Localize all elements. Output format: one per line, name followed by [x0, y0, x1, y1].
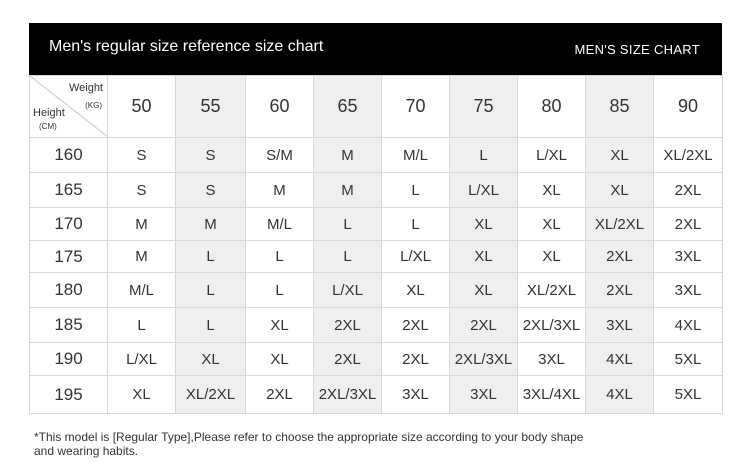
size-cell: 2XL: [246, 376, 314, 414]
weight-header: 55: [176, 76, 246, 138]
size-cell: XL: [382, 273, 450, 308]
weight-unit: (KG): [85, 101, 102, 110]
size-cell: XL: [450, 241, 518, 273]
size-table-body: [30, 138, 723, 414]
size-cell: M/L: [108, 273, 176, 308]
size-cell: 3XL/4XL: [518, 376, 586, 414]
height-label: Height: [33, 107, 65, 119]
weight-header: 70: [382, 76, 450, 138]
size-cell: XL: [518, 208, 586, 241]
size-cell: 3XL: [654, 241, 723, 273]
size-cell: L: [176, 308, 246, 343]
height-cell: 195: [30, 376, 108, 414]
size-cell: XL: [246, 343, 314, 376]
height-cell: 165: [30, 173, 108, 208]
size-cell: 2XL: [654, 173, 723, 208]
size-cell: XL: [108, 376, 176, 414]
size-cell: S/M: [246, 138, 314, 173]
height-cell: 170: [30, 208, 108, 241]
size-cell: L/XL: [314, 273, 382, 308]
size-cell: 3XL: [450, 376, 518, 414]
size-cell: L: [314, 208, 382, 241]
height-cell: 180: [30, 273, 108, 308]
size-cell: S: [176, 138, 246, 173]
height-cell: 190: [30, 343, 108, 376]
weight-header: 65: [314, 76, 382, 138]
size-cell: M/L: [246, 208, 314, 241]
size-cell: S: [108, 173, 176, 208]
size-cell: 2XL: [586, 241, 654, 273]
size-cell: XL: [586, 173, 654, 208]
size-cell: 2XL: [450, 308, 518, 343]
size-cell: S: [176, 173, 246, 208]
weight-header-row: [30, 76, 723, 138]
size-cell: 2XL: [382, 343, 450, 376]
size-cell: L: [382, 173, 450, 208]
weight-header: 50: [108, 76, 176, 138]
chart-title: Men's regular size reference size chart: [49, 38, 324, 55]
size-cell: 3XL: [382, 376, 450, 414]
size-cell: M: [108, 208, 176, 241]
size-cell: XL/2XL: [654, 138, 723, 173]
weight-header: 85: [586, 76, 654, 138]
size-cell: XL: [246, 308, 314, 343]
height-cell: 185: [30, 308, 108, 343]
size-cell: M/L: [382, 138, 450, 173]
weight-header: 75: [450, 76, 518, 138]
size-cell: 2XL: [314, 308, 382, 343]
weight-header: 60: [246, 76, 314, 138]
table-row: [30, 273, 723, 308]
size-cell: S: [108, 138, 176, 173]
size-cell: 3XL: [586, 308, 654, 343]
size-cell: L/XL: [518, 138, 586, 173]
size-cell: 2XL/3XL: [518, 308, 586, 343]
size-cell: XL: [586, 138, 654, 173]
size-cell: XL/2XL: [176, 376, 246, 414]
size-cell: 4XL: [586, 376, 654, 414]
size-cell: L: [176, 241, 246, 273]
size-cell: 2XL: [654, 208, 723, 241]
size-cell: XL: [518, 241, 586, 273]
size-cell: L: [246, 273, 314, 308]
footnote: *This model is [Regular Type],Please refer to choose the appropriate size according to your body shape and wearing habits.: [34, 430, 584, 458]
size-cell: 2XL: [314, 343, 382, 376]
table-row: [30, 138, 723, 173]
size-cell: 2XL: [586, 273, 654, 308]
table-row: [30, 241, 723, 273]
weight-label: Weight: [68, 82, 103, 94]
height-unit: (CM): [39, 122, 57, 131]
size-cell: L: [314, 241, 382, 273]
weight-header: 80: [518, 76, 586, 138]
height-cell: 175: [30, 241, 108, 273]
size-cell: XL: [450, 273, 518, 308]
table-row: [30, 343, 723, 376]
size-cell: M: [314, 173, 382, 208]
table-row: [30, 376, 723, 414]
size-cell: L: [176, 273, 246, 308]
chart-subtitle: MEN'S SIZE CHART: [574, 42, 700, 57]
size-cell: 3XL: [654, 273, 723, 308]
size-cell: 5XL: [654, 343, 723, 376]
size-cell: L/XL: [108, 343, 176, 376]
weight-header: 90: [654, 76, 723, 138]
size-cell: XL: [176, 343, 246, 376]
size-cell: 2XL: [382, 308, 450, 343]
size-cell: L: [450, 138, 518, 173]
corner-cell: [30, 76, 108, 138]
size-cell: L/XL: [382, 241, 450, 273]
size-cell: 2XL/3XL: [450, 343, 518, 376]
size-table: [29, 75, 723, 414]
size-cell: L: [108, 308, 176, 343]
size-cell: XL: [450, 208, 518, 241]
size-cell: XL: [518, 173, 586, 208]
table-row: [30, 308, 723, 343]
size-cell: XL/2XL: [586, 208, 654, 241]
table-row: [30, 208, 723, 241]
size-cell: M: [108, 241, 176, 273]
size-cell: L: [246, 241, 314, 273]
table-row: [30, 173, 723, 208]
size-cell: 3XL: [518, 343, 586, 376]
size-cell: 4XL: [654, 308, 723, 343]
size-cell: 5XL: [654, 376, 723, 414]
size-cell: M: [314, 138, 382, 173]
size-cell: 4XL: [586, 343, 654, 376]
size-cell: XL/2XL: [518, 273, 586, 308]
size-cell: 2XL/3XL: [314, 376, 382, 414]
size-cell: L: [382, 208, 450, 241]
size-cell: M: [176, 208, 246, 241]
size-cell: M: [246, 173, 314, 208]
size-cell: L/XL: [450, 173, 518, 208]
height-cell: 160: [30, 138, 108, 173]
chart-header: [29, 23, 722, 75]
